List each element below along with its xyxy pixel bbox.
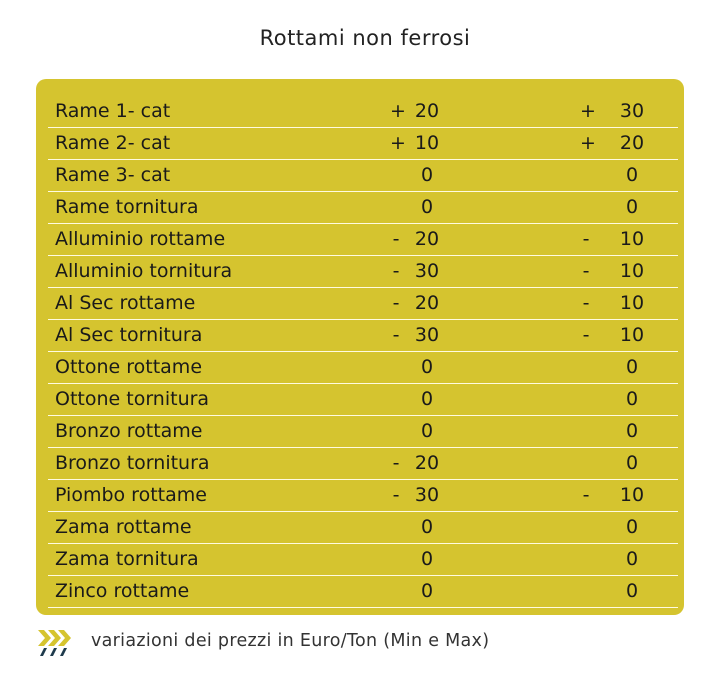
table-row (48, 384, 678, 416)
row-name: Ottone tornitura (55, 388, 210, 410)
min-sign: + (390, 132, 406, 154)
row-name: Rame 2- cat (55, 132, 171, 154)
min-sign: - (392, 260, 400, 282)
min-value: 0 (420, 420, 434, 442)
min-value: 30 (414, 324, 440, 346)
footer (36, 626, 696, 662)
max-value: 0 (625, 580, 639, 602)
min-sign: - (392, 452, 400, 474)
table-row (48, 320, 678, 352)
max-value: 0 (625, 388, 639, 410)
min-sign: - (392, 324, 400, 346)
row-name: Ottone rottame (55, 356, 203, 378)
max-value: 0 (625, 452, 639, 474)
table-row (48, 416, 678, 448)
table-row (48, 160, 678, 192)
footer-caption: variazioni dei prezzi in Euro/Ton (Min e Max) (91, 631, 490, 651)
min-value: 30 (414, 484, 440, 506)
min-sign: - (392, 228, 400, 250)
row-name: Al Sec rottame (55, 292, 196, 314)
min-value: 0 (420, 356, 434, 378)
min-value: 0 (420, 196, 434, 218)
table-row (48, 224, 678, 256)
max-sign: - (582, 484, 590, 506)
row-name: Zinco rottame (55, 580, 190, 602)
row-name: Al Sec tornitura (55, 324, 203, 346)
table-row (48, 256, 678, 288)
row-name: Bronzo tornitura (55, 452, 210, 474)
row-name: Rame tornitura (55, 196, 199, 218)
max-sign: - (582, 228, 590, 250)
table-row (48, 512, 678, 544)
min-sign: - (392, 292, 400, 314)
max-value: 0 (625, 420, 639, 442)
max-value: 0 (625, 516, 639, 538)
table-row (48, 544, 678, 576)
min-value: 30 (414, 260, 440, 282)
max-value: 10 (619, 292, 645, 314)
max-value: 30 (619, 100, 645, 122)
min-value: 20 (414, 228, 440, 250)
min-value: 10 (414, 132, 440, 154)
max-value: 0 (625, 356, 639, 378)
table-row (48, 576, 678, 608)
max-value: 20 (619, 132, 645, 154)
row-name: Piombo rottame (55, 484, 207, 506)
row-name: Alluminio tornitura (55, 260, 233, 282)
table-row (48, 128, 678, 160)
max-sign: - (582, 324, 590, 346)
row-name: Rame 1- cat (55, 100, 171, 122)
max-sign: - (582, 292, 590, 314)
table-row (48, 192, 678, 224)
table-row (48, 96, 678, 128)
min-sign: - (392, 484, 400, 506)
max-value: 10 (619, 228, 645, 250)
max-value: 0 (625, 196, 639, 218)
row-name: Alluminio rottame (55, 228, 226, 250)
min-value: 0 (420, 164, 434, 186)
table-row (48, 352, 678, 384)
max-value: 10 (619, 484, 645, 506)
max-sign: - (582, 260, 590, 282)
max-value: 0 (625, 164, 639, 186)
page-title: Rottami non ferrosi (259, 26, 471, 50)
min-value: 20 (414, 292, 440, 314)
row-name: Rame 3- cat (55, 164, 171, 186)
table-row (48, 480, 678, 512)
min-value: 0 (420, 548, 434, 570)
row-name: Bronzo rottame (55, 420, 203, 442)
min-value: 0 (420, 516, 434, 538)
max-value: 10 (619, 324, 645, 346)
min-value: 20 (414, 452, 440, 474)
min-value: 20 (414, 100, 440, 122)
row-name: Zama tornitura (55, 548, 199, 570)
table-row (48, 448, 678, 480)
max-value: 10 (619, 260, 645, 282)
min-value: 0 (420, 388, 434, 410)
max-sign: + (580, 100, 596, 122)
max-sign: + (580, 132, 596, 154)
min-value: 0 (420, 580, 434, 602)
table-row (48, 288, 678, 320)
chevrons-logo-icon (36, 626, 72, 662)
min-sign: + (390, 100, 406, 122)
max-value: 0 (625, 548, 639, 570)
price-table (48, 96, 678, 608)
row-name: Zama rottame (55, 516, 192, 538)
